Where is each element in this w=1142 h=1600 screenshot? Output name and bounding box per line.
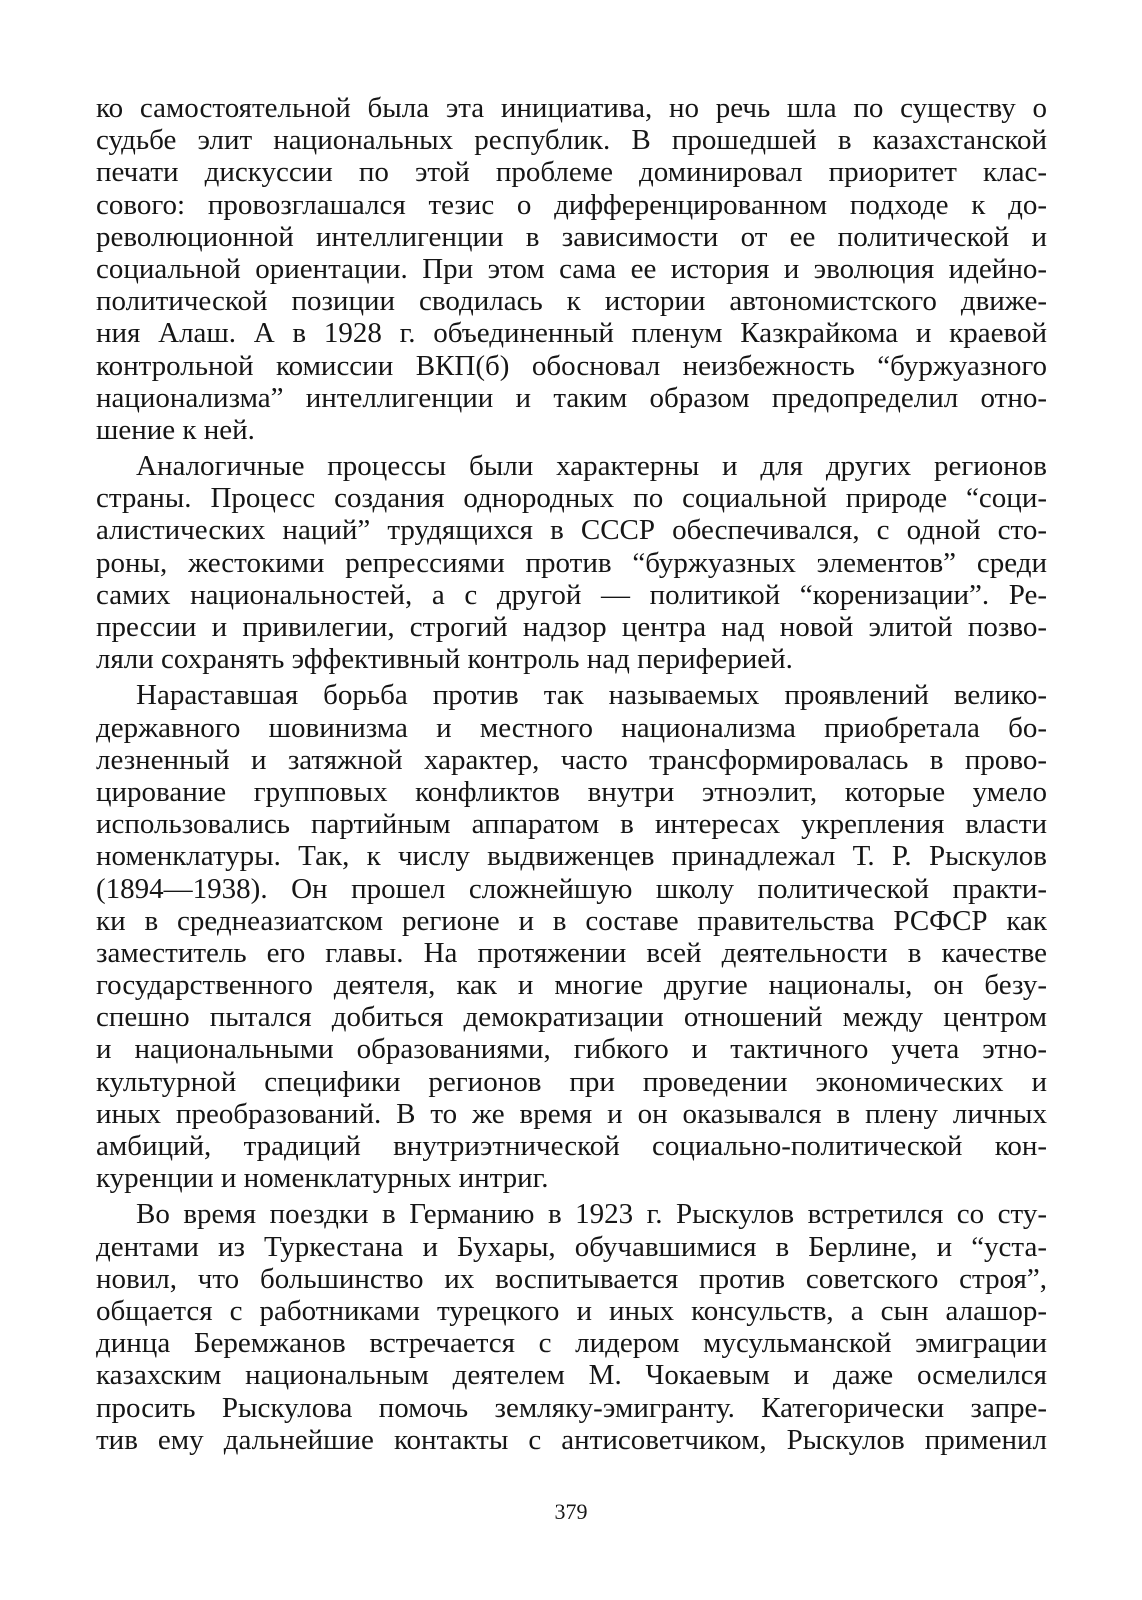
page-text [96, 92, 1047, 1456]
text-line: цирование групповых конфликтов внутри этноэлит, которые умело [96, 775, 1047, 808]
text-line: куренции и номенклатурных интриг. [96, 1162, 549, 1195]
text-line: использовались партийным аппаратом в интересах укрепления власти [96, 808, 1047, 841]
text-line: динца Беремжанов встречается с лидером мусульманской эмиграции [96, 1327, 1047, 1360]
text-line: контрольной комиссии ВКП(б) обосновал неизбежность “буржуазного [96, 349, 1047, 382]
text-line: страны. Процесс создания однородных по социальной природе “соци- [96, 482, 1047, 515]
text-line: лезненный и затяжной характер, часто трансформировалась в прово- [96, 743, 1047, 776]
text-line: просить Рыскулова помочь земляку-эмигранту. Категорически запре- [96, 1391, 1047, 1424]
text-line: казахским национальным деятелем М. Чокаевым и даже осмелился [96, 1359, 1047, 1392]
text-line: социальной ориентации. При этом сама ее история и эволюция идейно- [96, 252, 1047, 285]
text-line: культурной специфики регионов при проведении экономических и [96, 1065, 1047, 1098]
text-line: державного шовинизма и местного национализма приобретала бо- [96, 711, 1047, 744]
text-line: дентами из Туркестана и Бухары, обучавшимися в Берлине, и “уста- [96, 1230, 1047, 1263]
text-line: и национальными образованиями, гибкого и тактичного учета этно- [96, 1033, 1047, 1066]
text-line: прессии и привилегии, строгий надзор центра над новой элитой позво- [96, 611, 1047, 643]
text-line: Во время поездки в Германию в 1923 г. Рыскулов встретился со сту- [136, 1198, 1047, 1231]
text-line: ляли сохранять эффективный контроль над периферией. [96, 643, 793, 676]
text-line: судьбе элит национальных республик. В прошедшей в казахстанской [96, 124, 1047, 157]
text-line: новил, что большинство их воспитывается против советского строя”, [96, 1262, 1047, 1295]
page-number: 379 [554, 1499, 588, 1524]
text-line: самих национальностей, а с другой — политикой “коренизации”. Ре- [96, 578, 1047, 611]
text-line: тив ему дальнейшие контакты с антисоветчиком, Рыскулов применил [96, 1423, 1047, 1456]
text-line: общается с работниками турецкого и иных консульств, а сын алашор- [96, 1294, 1047, 1327]
text-line: печати дискуссии по этой проблеме доминировал приоритет клас- [96, 156, 1047, 189]
text-line: иных преобразований. В то же время и он оказывался в плену личных [96, 1097, 1047, 1130]
text-line: ния Алаш. А в 1928 г. объединенный пленум Казкрайкома и краевой [96, 317, 1047, 350]
text-line: заместитель его главы. На протяжении всей деятельности в качестве [96, 936, 1047, 969]
text-line: Аналогичные процессы были характерны и для других регионов [136, 450, 1047, 483]
text-line: национализма” интеллигенции и таким образом предопределил отно- [96, 381, 1047, 414]
text-line: государственного деятеля, как и многие другие националы, он безу- [96, 969, 1047, 1002]
text-line: ки в среднеазиатском регионе и в составе правительства РСФСР как [96, 904, 1047, 937]
text-line: революционной интеллигенции в зависимости от ее политической и [96, 220, 1047, 253]
text-line: алистических наций” трудящихся в СССР обеспечивался, с одной сто- [96, 514, 1047, 547]
text-line: (1894—1938). Он прошел сложнейшую школу политической практи- [96, 872, 1047, 905]
text-line: шение к ней. [96, 413, 255, 446]
paragraph [96, 450, 1047, 675]
text-line: спешно пытался добиться демократизации отношений между центром [96, 1001, 1047, 1034]
text-line: номенклатуры. Так, к числу выдвиженцев принадлежал Т. Р. Рыскулов [96, 840, 1047, 873]
text-line: сового: провозглашался тезис о дифференцированном подходе к до- [96, 188, 1047, 221]
paragraph [96, 679, 1047, 1194]
text-line: политической позиции сводилась к истории автономистского движе- [96, 285, 1047, 318]
text-line: Нараставшая борьба против так называемых проявлений велико- [136, 679, 1047, 712]
text-line: ко самостоятельной была эта инициатива, но речь шла по существу о [96, 92, 1047, 124]
paragraph [96, 92, 1047, 446]
paragraph [96, 1198, 1047, 1456]
text-line: роны, жестокими репрессиями против “буржуазных элементов” среди [96, 546, 1047, 579]
text-line: амбиций, традиций внутриэтнической социально-политической кон- [96, 1130, 1047, 1162]
